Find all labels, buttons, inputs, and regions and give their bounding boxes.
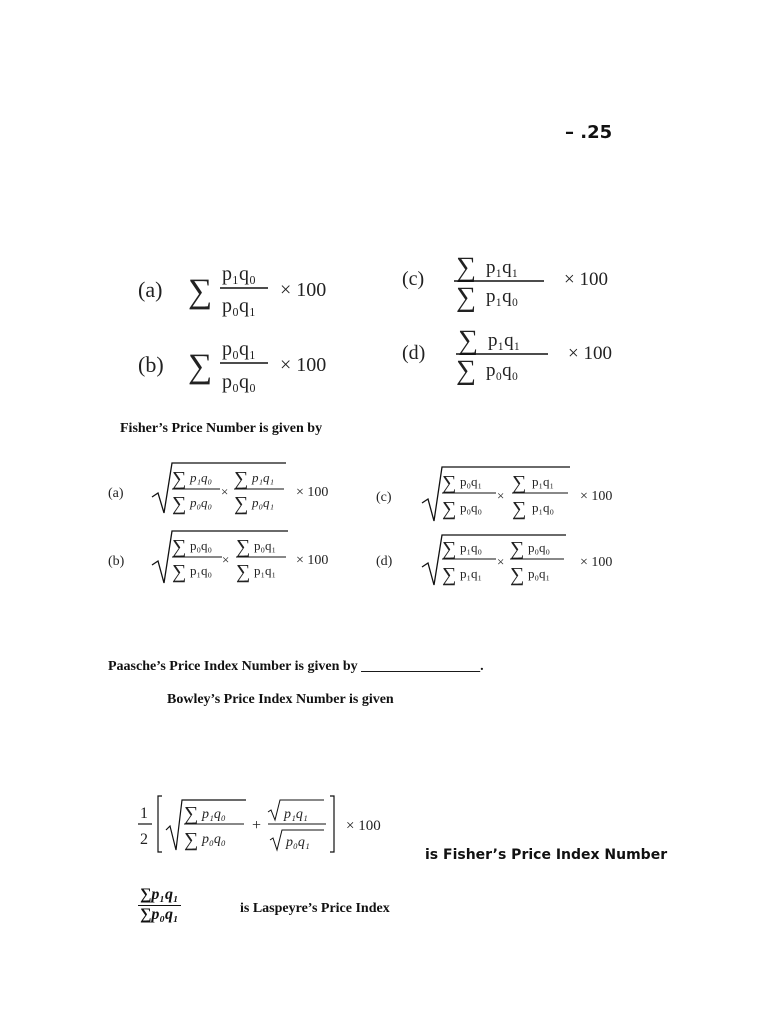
svg-text:p₁q₀: p₁q₀ xyxy=(202,807,226,822)
multiplier: × 100 xyxy=(568,343,612,364)
svg-text:∑: ∑ xyxy=(236,536,251,558)
sigma-symbol: ∑ xyxy=(188,273,213,310)
svg-text:p₁q₁: p₁q₁ xyxy=(460,566,483,581)
option-label: (c) xyxy=(376,490,392,505)
q3-text: Paasche’s Price Index Number is given by _________________. xyxy=(108,659,484,674)
svg-text:p₀q₀: p₀q₀ xyxy=(190,495,213,510)
numerator: p₁q₁ xyxy=(486,257,519,278)
q2-option-a xyxy=(108,463,328,515)
option-label: (a) xyxy=(138,277,163,302)
svg-text:p₁q₀: p₁q₀ xyxy=(190,563,213,578)
q1-option-d xyxy=(402,325,612,386)
svg-text:p₁q₁: p₁q₁ xyxy=(532,474,555,489)
svg-text:∑: ∑ xyxy=(510,538,525,560)
svg-text:∑: ∑ xyxy=(234,468,249,490)
svg-text:p₁q₀: p₁q₀ xyxy=(460,540,483,555)
svg-text:p₁q₀: p₁q₀ xyxy=(532,500,555,515)
option-label: (b) xyxy=(108,554,125,569)
option-label: (b) xyxy=(138,352,164,377)
q1-option-b xyxy=(138,338,326,393)
sigma-symbol: ∑ xyxy=(456,355,476,386)
svg-text:p₁q₁: p₁q₁ xyxy=(284,807,308,822)
svg-text:p₁q₁: p₁q₁ xyxy=(254,563,277,578)
multiplier: × 100 xyxy=(296,553,329,568)
multiplier: × 100 xyxy=(346,818,381,834)
option-label: (a) xyxy=(108,486,124,501)
svg-text:∑: ∑ xyxy=(442,498,457,520)
option-label: (c) xyxy=(402,268,425,290)
q4-text: Bowley’s Price Index Number is given xyxy=(167,692,394,707)
half-denominator: 2 xyxy=(140,831,148,848)
q2-option-d xyxy=(376,535,612,586)
denominator: p₀q₀ xyxy=(222,371,256,393)
multiplier: × 100 xyxy=(296,485,329,500)
denominator: p₀q₀ xyxy=(486,360,519,381)
svg-text:∑: ∑ xyxy=(442,564,457,586)
numerator: p₁q₁ xyxy=(488,330,521,351)
svg-text:∑: ∑ xyxy=(184,803,199,825)
svg-text:∑: ∑ xyxy=(172,561,187,583)
fraction-numerator: ∑p₁q₁ xyxy=(138,886,181,906)
svg-text:×: × xyxy=(222,552,230,567)
svg-text:p₁q₀: p₁q₀ xyxy=(190,470,213,485)
svg-text:∑: ∑ xyxy=(172,493,187,515)
sigma-symbol: ∑ xyxy=(188,348,213,385)
left-bracket xyxy=(158,796,162,852)
sigma-symbol: ∑ xyxy=(456,282,476,313)
svg-text:∑: ∑ xyxy=(234,493,249,515)
svg-text:∑: ∑ xyxy=(184,829,199,851)
svg-text:∑: ∑ xyxy=(510,564,525,586)
svg-text:p₀q₁: p₀q₁ xyxy=(286,835,310,850)
svg-text:∑: ∑ xyxy=(172,468,187,490)
option-label: (d) xyxy=(402,342,426,364)
svg-text:∑: ∑ xyxy=(172,536,187,558)
q1-option-a xyxy=(138,263,326,317)
numerator: p₁q₀ xyxy=(222,263,256,285)
svg-text:p₀q₀: p₀q₀ xyxy=(460,500,483,515)
multiplier: × 100 xyxy=(580,555,613,570)
sigma-symbol: ∑ xyxy=(458,325,478,356)
svg-text:∑: ∑ xyxy=(442,538,457,560)
q1-formula-options xyxy=(120,240,660,400)
multiplier: × 100 xyxy=(280,354,327,376)
page-number: – .25 xyxy=(565,122,613,143)
svg-text:p₀q₁: p₀q₁ xyxy=(528,566,551,581)
svg-text:p₀q₀: p₀q₀ xyxy=(190,538,213,553)
svg-text:∑: ∑ xyxy=(512,472,527,494)
fraction-denominator: ∑p₀q₁ xyxy=(140,906,179,923)
svg-text:p₁q₁: p₁q₁ xyxy=(252,470,275,485)
svg-text:∑: ∑ xyxy=(236,561,251,583)
denominator: p₁q₀ xyxy=(486,286,519,307)
answer1-caption: is Fisher’s Price Index Number xyxy=(425,847,668,863)
numerator: p₀q₁ xyxy=(222,338,256,360)
svg-text:×: × xyxy=(497,488,505,503)
right-bracket xyxy=(330,796,334,852)
denominator: p₀q₁ xyxy=(222,295,256,317)
option-label: (d) xyxy=(376,554,393,569)
q1-option-c xyxy=(402,252,608,313)
multiplier: × 100 xyxy=(280,279,327,301)
svg-text:×: × xyxy=(221,484,229,499)
svg-text:∑: ∑ xyxy=(512,498,527,520)
q2-option-c xyxy=(376,467,612,521)
q2-option-b xyxy=(108,531,328,583)
plus-sign: + xyxy=(252,817,262,834)
svg-text:p₀q₀: p₀q₀ xyxy=(202,832,226,847)
answer2-fraction xyxy=(138,886,181,924)
half-numerator: 1 xyxy=(140,805,148,822)
svg-text:×: × xyxy=(497,554,505,569)
q2-formula-options xyxy=(100,455,640,595)
q2-heading: Fisher’s Price Number is given by xyxy=(120,421,323,436)
multiplier: × 100 xyxy=(580,489,613,504)
answer2-caption: is Laspeyre’s Price Index xyxy=(240,901,390,916)
svg-text:p₀q₀: p₀q₀ xyxy=(528,540,551,555)
multiplier: × 100 xyxy=(564,269,608,290)
svg-text:p₀q₁: p₀q₁ xyxy=(460,474,483,489)
svg-text:p₀q₁: p₀q₁ xyxy=(254,538,277,553)
svg-text:p₀q₁: p₀q₁ xyxy=(252,495,275,510)
answer1-formula xyxy=(130,790,410,860)
svg-text:∑: ∑ xyxy=(442,472,457,494)
sigma-symbol: ∑ xyxy=(456,252,476,283)
